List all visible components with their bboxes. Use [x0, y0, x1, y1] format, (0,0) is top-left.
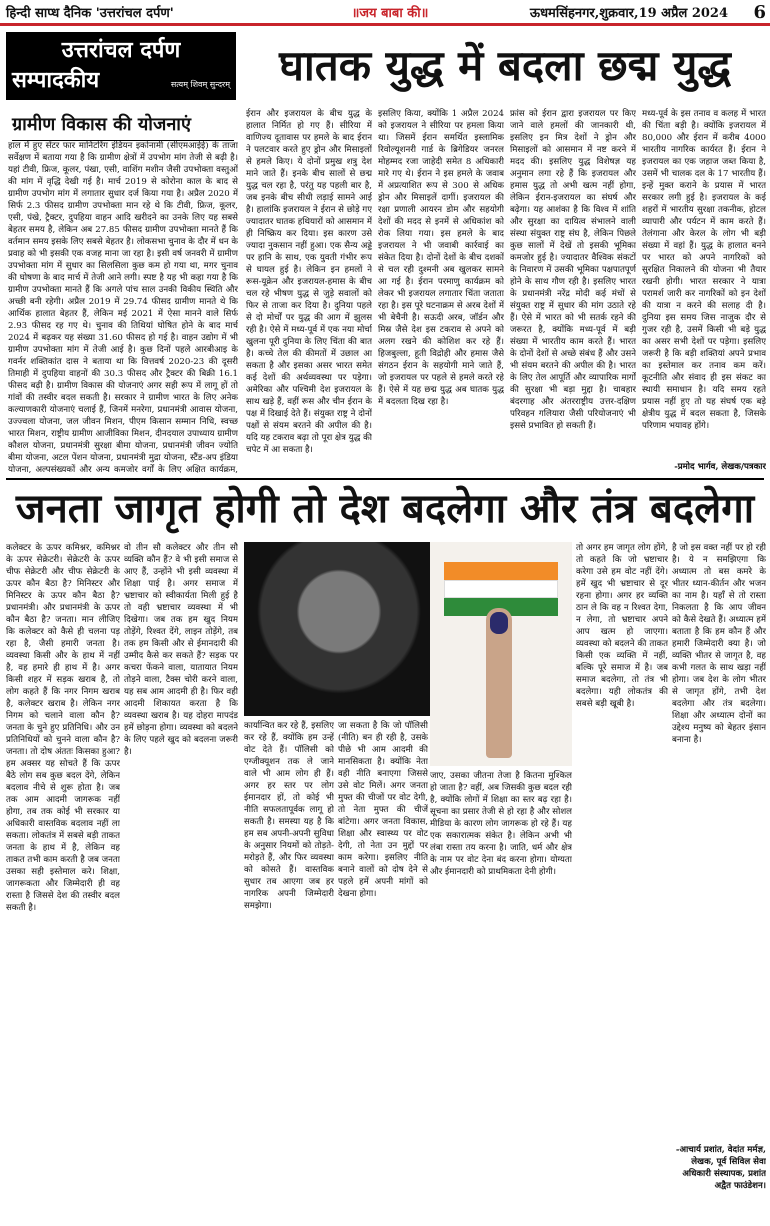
- masthead: [0, 0, 770, 26]
- edition-date: ऊधमसिंहनगर,शुक्रवार,19 अप्रैल 2024: [529, 5, 728, 21]
- article1-col4: मध्य-पूर्व के इस तनाव व कलह में भारत की चिंता बड़ी है। क्योंकि इजरायल में 80,000 और ईरान में करीब 4000 भारतीय नागरिक कार्यरत हैं। ईरान ने इजरायल का एक जहाज जब्त किया है, उसमें भी चालक दल के 17 भारतीय हैं। इन्हें मुक्त कराने के प्रयास में भारत सरकार लगी हुई है। इजरायल के कई शहरों में भारतीय सुरक्षा तकनीक, होटल व्यापारी और पर्यटन में काम करते हैं। तेलंगाना और केरल के लोग भी बड़ी संख्या में वहां हैं। युद्ध के हालात बनने पर भारत को अपने नागरिकों को सुरक्षित निकालने की योजना भी तैयार रखनी होगी। भारत सरकार ने यात्रा परामर्श जारी कर नागरिकों को इन देशों की यात्रा न करने की सलाह दी है। दुनिया इस समय जिस नाजुक दौर से गुजर रही है, उसमें किसी भी बड़े युद्ध का असर सभी देशों पर पड़ेगा। इसलिए जरूरी है कि बड़ी शक्तियां अपने प्रभाव का इस्तेमाल कर तनाव कम करें। कूटनीति और संवाद ही इस संकट का स्थायी समाधान है। यदि समय रहते प्रयास नहीं हुए तो यह संघर्ष एक बड़े क्षेत्रीय युद्ध में बदल सकता है, जिसके परिणाम भयावह होंगे।: [642, 109, 766, 431]
- page-number: 6: [753, 2, 766, 23]
- article2-col6-wrap: [672, 542, 766, 1222]
- article2-col3b: कार्यान्वित कर रहे हैं, इसलिए कर रहे हैं, क्योंकि हम उन्हें वोट देते हैं। पॉलिसी को एग्जीक्यूशन तक ले जाने वाले भी आम लोग ही हैं। अगर हर स्तर पर लोग ईमानदार हों, तो कोई भी नीति सफलतापूर्वक लागू हो सकती है। समस्या यह है कि हम सब अपनी-अपनी सुविधा के अनुसार नियमों को तोड़ते-मरोड़ते हैं, और फिर व्यवस्था को कोसते हैं। वास्तविक सुधार तब आएगा जब हर नागरिक अपनी जिम्मेदारी समझेगा।: [244, 721, 334, 911]
- headline-democracy: जनता जागृत होगी तो देश बदलेगा और तंत्र बदलेगा: [6, 478, 764, 536]
- voting-finger-photo: [430, 542, 572, 766]
- editorial-box-title: उत्तरांचल दर्पण: [61, 37, 181, 63]
- article1-col2: इसलिए किया, क्योंकि 1 अप्रैल 2024 को इजरायल ने सीरिया पर हमला किया था। जिसमें ईरान समर्थित इस्लामिक रिवोल्यूशनरी गार्ड के ब्रिगेडियर जनरल मोहम्मद रजा जाहेदी समेत 8 अधिकारी मारे गए थे। ईरान ने इस हमले के जवाब में अप्रत्याशित रूप से 300 से अधिक ड्रोन और मिसाइलें दागीं। इजरायल की रक्षा प्रणाली आयरन डोम और सहयोगी देशों की मदद से इनमें से अधिकांश को रोक लिया गया। इस हमले के बाद इजरायल ने भी जवाबी कार्रवाई का संकेत दिया है। दोनों देशों के बीच दशकों से चल रही दुश्मनी अब खुलकर सामने आ गई है। ईरान परमाणु कार्यक्रम को लेकर भी इजरायल लगातार चिंता जताता रहा है। इस पूरे घटनाक्रम से अरब देशों में भी बेचैनी है। सऊदी अरब, जॉर्डन और मिस्र जैसे देश इस टकराव से अपने को अलग रखने की कोशिश कर रहे हैं। हिजबुल्ला, हूती विद्रोही और हमास जैसे संगठन ईरान के सहयोगी माने जाते हैं, जो इजरायल पर पहले से हमले करते रहे हैं। ऐसे में यह छद्म युद्ध अब घातक युद्ध में बदलता दिख रहा है।: [378, 109, 504, 407]
- editorial-box: [6, 32, 236, 100]
- editorial-title: ग्रामीण विकास की योजनाएं: [12, 112, 234, 141]
- article2-col4b: जाए, उसका जीतना तेजा है कितना मुश्किल हो जाता है? वहीं, अब जिसकी कुछ बदल रही है, क्योंकि लोगों में शिक्षा का स्तर बढ़ रहा है। सूचना का प्रसार तेजी से हो रहा है और सोशल मीडिया के कारण लोग जागरूक हो रहे हैं। यह एक सकारात्मक संकेत है। लेकिन अभी भी लंबा रास्ता तय करना है। जाति, धर्म और क्षेत्र के नाम पर वोट देना बंद करना होगा। योग्यता और ईमानदारी को प्राथमिकता देनी होगी।: [430, 771, 572, 877]
- editorial-box-subtitle: सम्पादकीय: [12, 67, 100, 93]
- editorial-text: हाल में हुए सेंटर फार मानिटरिंग इंडियन इकोनामी (सीएमआईई) के ताजा सर्वेक्षण में बताया गया है कि ग्रामीण क्षेत्रों में उपभोग मांग तेजी से बढ़ी है। यहां टीवी, फ्रिज, कूलर, पंखा, एसी, वाशिंग मशीन जैसी उपभोक्ता वस्तुओं की मांग में वृद्धि देखी गई है। मार्च 2019 से कोरोना काल के बाद से ग्रामीण उपभोग मांग में लगातार सुधार दर्ज किया गया है। अप्रैल 2020 में सिर्फ 2.3 फीसद ग्रामीण उपभोक्ता मान रहे थे कि टीवी, फ्रिज, कूलर, एसी, पंखे, ट्रैक्टर, दुपहिया वाहन आदि खरीदने का उनके लिए यह सबसे बेहतर समय है, लेकिन अब 27.85 फीसद ग्रामीण उपभोक्ता मानते हैं कि वर्तमान समय इसके लिए सबसे बेहतर है। लोकसभा चुनाव के दौर में धन के प्रवाह को भी इसकी एक वजह माना जा रहा है। इसी वर्ष जनवरी में ग्रामीण उपभोक्ता मांग में सुधार का सिलसिला कुछ कम हो गया था, मगर चुनाव की घोषणा के बाद मार्च में तेजी आने लगी। स्पष्ट है यह भी कहा गया है कि ग्रामीण उपभोक्ता मानते हैं कि अगले पांच साल उनकी विकीय स्थिति और अच्छी बनी रहेगी। अप्रैल 2019 में 29.74 फीसद ग्रामीण मानते थे कि आर्थिक हालात बेहतर हैं, लेकिन मई 2021 में ऐसा मानने वाले सिर्फ 2.93 फीसद रह गए थे। चुनाव की तिथियां घोषित होने के बाद मार्च 2024 में बढ़कर यह संख्या 31.60 फीसद हो गई है। वाहन उद्योग में भी ग्रामीण उपभोक्ता मांग में तेजी आई है। कुछ दिनों पहले आरबीआइ के गवर्नर शक्तिकांत दास ने बताया था कि वित्तवर्ष 2020-23 की दूसरी तिमाही में दुपहिया वाहनों की 30.3 फीसद और ट्रैक्टर की बिक्री 16.1 फीसद बढ़ी है। ग्रामीण विकास की योजनाएं अगर सही रूप में लागू हों तो गांवों की तस्वीर बदल सकती है। सरकार ने ग्रामीण भारत के लिए अनेक कल्याणकारी योजनाएं चलाई हैं, जिनमें मनरेगा, प्रधानमंत्री आवास योजना, उज्ज्वला योजना, जल जीवन मिशन, पीएम किसान सम्मान निधि, स्वच्छ भारत मिशन, राष्ट्रीय ग्रामीण आजीविका मिशन, दीनदयाल उपाध्याय ग्रामीण कौशल योजना, प्रधानमंत्री सुरक्षा बीमा योजना, प्रधानमंत्री जीवन ज्योति बीमा योजना, अटल पेंशन योजना, प्रधानमंत्री मुद्रा योजना, स्टैंड-अप इंडिया योजना, अल्पसंख्यकों और अन्य कमजोर वर्गों के लिए अक्षित कार्यक्रम,: [8, 141, 238, 474]
- flag-saffron-band: [444, 562, 558, 580]
- newspaper-name: हिन्दी साप्ध दैनिक 'उत्तरांचल दर्पण': [6, 5, 174, 21]
- article2-col5: तो अगर हम जागृत लोग होंगे, तो कहते कि जो भ्रष्टाचार करेगा उसे हम वोट नहीं देंगे। हमें खुद भी भ्रष्टाचार से दूर रहना होगा। अगर हर व्यक्ति ठान ले कि वह न रिश्वत देगा, न लेगा, तो भ्रष्टाचार अपने आप खत्म हो जाएगा। व्यवस्था को बदलने की ताकत किसी एक व्यक्ति में नहीं, बल्कि पूरे समाज में है। जब समाज बदलेगा, तो तंत्र भी बदलेगा। यही लोकतंत्र की सबसे बड़ी खूबी है।: [576, 543, 668, 709]
- article2-col3: जा सकता है कि जो पॉलिसी (नीति) बन ही रही है, उसके पीछे भी आम आदमी की मानसिकता है। क्योंकि नेता वही नीति बनाएगा जिससे उसे वोट मिलें। अगर जनता मुफ्त की चीजों पर वोट देगी, तो नेता मुफ्त की चीजें बांटेगा। अगर जनता विकास, शिक्षा और स्वास्थ्य पर वोट देगी, तो नेता उन मुद्दों पर काम करेगा। इसलिए नीति बनाने वालों को दोष देने से पहले हमें अपनी मांगों को देखना होगा।: [338, 721, 428, 899]
- article1-byline: -प्रमोद भार्गव, लेखक/पत्रकार: [674, 462, 766, 472]
- article2-byline: -आचार्य प्रशांत, वेदांत मर्मज्ञ, लेखक, पूर्व सिविल सेवा अधिकारी संस्थापक, प्रशांत अद्वैत फाउंडेशन।: [675, 1145, 766, 1191]
- author-photo: [244, 542, 434, 716]
- article1-col4-wrap: [642, 108, 766, 474]
- article2-col1: कलेक्टर के ऊपर कमिश्नर, कमिश्नर के ऊपर सेक्रेटरी। सेक्रेटरी के ऊपर चीफ सेक्रेटरी और चीफ सेक्रेटरी के ऊपर कौन बैठा है? मिनिस्टर और मिनिस्टर के ऊपर कौन बैठा है? प्रधानमंत्री। और प्रधानमंत्री के ऊपर कौन बैठा है? जनता। मान लीजिए कि कलेक्टर को कैसे ही चलना पड़ रहा है, जैसी हमारी जनता है। व्यवस्था किसी और के हाथ में नहीं है, वह हमारे ही हाथ में है। अगर किसी शहर में सड़क खराब है, तो लोग कहते हैं कि नगर निगम खराब है, कलेक्टर खराब है। लेकिन नगर निगम को चलाने वाला कौन है? जनता के चुने हुए प्रतिनिधि। और उन प्रतिनिधियों को चुनने वाला कौन है? जनता। तो दोष अंततः किसका हुआ? हम अक्सर यह सोचते हैं कि ऊपर बैठे लोग सब कुछ बदल देंगे, लेकिन बदलाव नीचे से शुरू होता है। जब तक आम आदमी जागरूक नहीं होगा, तब तक कोई भी सरकार या अधिकारी वास्तविक बदलाव नहीं ला सकता। लोकतंत्र में सबसे बड़ी ताकत जनता के हाथ में है, लेकिन वह ताकत तभी काम करती है जब जनता उसका सही इस्तेमाल करे। शिक्षा, जागरूकता और जिम्मेदारी ही वह रास्ता है जिससे देश की तस्वीर बदल सकती है।: [6, 543, 120, 913]
- masthead-slogan: ॥जय बाबा की॥: [351, 5, 429, 21]
- editorial-box-motto: सत्यम् शिवम् सुन्दरम्: [170, 80, 230, 89]
- article1-col1: ईरान और इजरायल के बीच युद्ध के हालात निर्मित हो गए हैं। सीरिया में वाणिज्य दूतावास पर हमले के बाद ईरान ने पलटवार करते हुए ड्रोन और मिसाइलों से हमले किए। ये दोनों प्रमुख शत्रु देश माने जाते हैं। इनके बीच सालों से छद्म युद्ध चल रहा है, परंतु यह पहली बार है, जब इनके बीच सीधी लड़ाई सामने आई है। हालांकि इजरायल ने ईरान से छोड़े गए ज्यादातर घातक हथियारों को आसमान में ही निष्क्रिय कर दिया। इस कारण उसे ज्यादा नुकसान नहीं हुआ। एक सैन्य अड्डे पर हानि के साथ, एक युवती गंभीर रूप से घायल हुई है। लेकिन इन हमलों ने रूस-यूक्रेन और इजरायल-हमास के बीच चल रहे भीषण युद्ध से जुड़े सवालों को फिर से ताजा कर दिया है। दुनिया पहले से दो मोर्चों पर युद्ध की आग में झुलस रही है। ऐसे में मध्य-पूर्व में एक नया मोर्चा खुलना पूरी दुनिया के लिए चिंता की बात है। कच्चे तेल की कीमतों में उछाल आ सकता है और इसका असर भारत समेत कई देशों की अर्थव्यवस्था पर पड़ेगा। अमेरिका और पश्चिमी देश इजरायल के साथ खड़े हैं, वहीं रूस और चीन ईरान के पक्ष में दिखाई देते हैं। संयुक्त राष्ट्र ने दोनों पक्षों से संयम बरतने की अपील की है। यदि यह टकराव बढ़ा तो पूरा क्षेत्र युद्ध की चपेट में आ सकता है।: [246, 109, 372, 455]
- article2-col2: वो तीन सौ कलेक्टर और तीन सौ व्यक्ति कौन हैं? वे भी इसी समाज से आए हैं, उन्होंने भी इसी व्यवस्था में शिक्षा पाई है। अगर समाज में भ्रष्टाचार को स्वीकार्यता मिली हुई है तो वही भ्रष्टाचार व्यवस्था में भी दिखेगा। जब तक हम खुद नियम तोड़ेंगे, रिश्वत देंगे, लाइन तोड़ेंगे, तब तक हम किसी और से ईमानदारी की उम्मीद कैसे कर सकते हैं? सड़क पर कचरा फेंकने वाला, यातायात नियम तोड़ने वाला, टैक्स चोरी करने वाला, यह सब आम आदमी ही है। फिर वही आदमी शिकायत करता है कि व्यवस्था खराब है। यह दोहरा मापदंड हमें छोड़ना होगा। व्यवस्था को बदलने के लिए पहले खुद को बदलना जरूरी है।: [124, 543, 238, 757]
- article2-col6: है जो इस वक्त नहीं पर हो रही है। ये न समझिएगा कि अध्यात्म तो बस कमरे के भीतर ध्यान-कीर्तन और भजन का नाम है। यहाँ से तो रास्ता निकलता है कि आप जीवन को कैसे देखते हैं। अध्यात्म हमें बताता है कि हम कौन हैं और हमारी जिम्मेदारी क्या है। जो व्यक्ति भीतर से जागृत है, वह कभी गलत के साथ खड़ा नहीं होगा। जब देश के लोग भीतर से जागृत होंगे, तभी देश बदलेगा और तंत्र बदलेगा। शिक्षा और अध्यात्म दोनों का उद्देश्य मनुष्य को बेहतर इंसान बनाना है।: [672, 543, 766, 745]
- ink-mark: [490, 612, 508, 634]
- article1-col3: फ्रांस को ईरान द्वारा इजरायल पर किए जाने वाले हमलों की जानकारी थी, इसलिए इन मित्र देशों ने ड्रोन और मिसाइलों को आसमान में नष्ट करने में मदद की। इसलिए युद्ध विशेषज्ञ यह अनुमान लगा रहे हैं कि इजरायल और हमास युद्ध तो अभी खत्म नहीं होगा, लेकिन ईरान-इजरायल का संघर्ष और बढ़ेगा। यह आशंका है कि विश्व में शांति और सुरक्षा का दायित्व संभालने वाली संस्था संयुक्त राष्ट्र संघ है, लेकिन पिछले कुछ सालों में देखें तो इसकी भूमिका कमजोर हुई है। ज्यादातर वैश्विक संकटों के निवारण में उसकी भूमिका पक्षपातपूर्ण होने के साथ गौण रही है। इसलिए भारत के प्रधानमंत्री नरेंद्र मोदी कई मंचों से संयुक्त राष्ट्र में सुधार की मांग उठाते रहे हैं। ऐसे में भारत को भी सतर्क रहने की जरूरत है, क्योंकि मध्य-पूर्व में बड़ी संख्या में भारतीय काम करते हैं। भारत के दोनों देशों से अच्छे संबंध हैं और उसने भी संयम बरतने की अपील की है। भारत के लिए तेल आपूर्ति और व्यापारिक मार्गों की सुरक्षा भी बड़ा मुद्दा है। चाबहार बंदरगाह और अंतरराष्ट्रीय उत्तर-दक्षिण परिवहन गलियारा जैसी परियोजनाएं भी इससे प्रभावित हो सकती हैं।: [510, 109, 636, 431]
- flag-white-band: [444, 580, 558, 598]
- headline-war: घातक युद्ध में बदला छद्म युद्ध: [279, 41, 731, 90]
